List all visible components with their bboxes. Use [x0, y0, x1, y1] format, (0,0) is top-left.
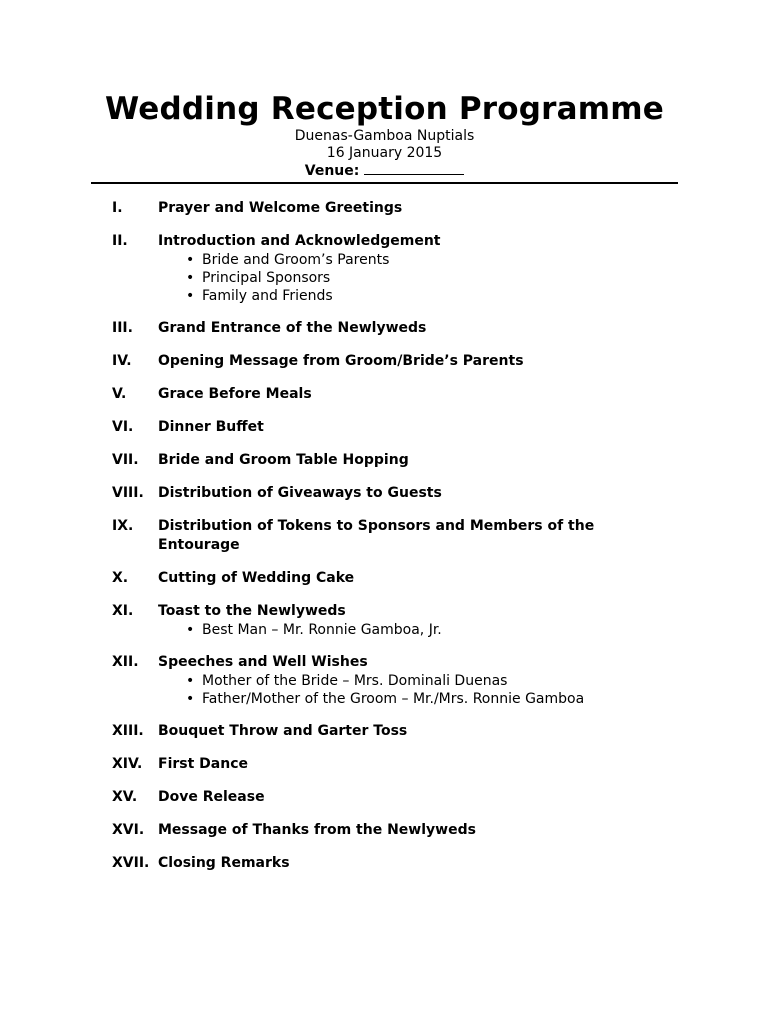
item-numeral: I.: [112, 200, 123, 216]
programme-item: [91, 418, 678, 437]
sub-item: [186, 269, 678, 287]
item-label: First Dance: [158, 756, 248, 772]
item-label: Dove Release: [158, 789, 265, 805]
sub-item-text: Mother of the Bride – Mrs. Dominali Duenas: [202, 673, 508, 689]
item-numeral: VII.: [112, 452, 139, 468]
item-label: Speeches and Well Wishes: [158, 654, 368, 670]
venue-line: [91, 162, 678, 180]
programme-item: [91, 385, 678, 404]
item-label: Closing Remarks: [158, 855, 290, 871]
programme-item: [91, 232, 678, 305]
item-label: Grace Before Meals: [158, 386, 312, 402]
sub-item-text: Best Man – Mr. Ronnie Gamboa, Jr.: [202, 622, 442, 638]
sub-item-text: Principal Sponsors: [202, 270, 331, 286]
sub-item: [186, 672, 678, 690]
item-label: Distribution of Giveaways to Guests: [158, 485, 442, 501]
bullet-icon: •: [186, 691, 195, 707]
sub-item-list: [158, 672, 678, 708]
bullet-icon: •: [186, 673, 195, 689]
bullet-icon: •: [186, 270, 195, 286]
programme-item: [91, 451, 678, 470]
sub-item-list: [158, 251, 678, 305]
item-numeral: V.: [112, 386, 127, 402]
item-label: Message of Thanks from the Newlyweds: [158, 822, 476, 838]
programme-item: [91, 653, 678, 708]
programme-item: [91, 755, 678, 774]
item-numeral: XV.: [112, 789, 138, 805]
item-numeral: XIV.: [112, 756, 143, 772]
item-label: Grand Entrance of the Newlyweds: [158, 320, 427, 336]
item-numeral: XVII.: [112, 855, 150, 871]
item-label: Distribution of Tokens to Sponsors and Members of the Entourage: [158, 518, 595, 553]
programme-item: [91, 788, 678, 807]
item-numeral: XI.: [112, 603, 134, 619]
item-label: Opening Message from Groom/Bride’s Parents: [158, 353, 524, 369]
sub-item-text: Father/Mother of the Groom – Mr./Mrs. Ronnie Gamboa: [202, 691, 585, 707]
item-numeral: X.: [112, 570, 129, 586]
document-page: [91, 90, 678, 887]
bullet-icon: •: [186, 622, 195, 638]
item-label: Cutting of Wedding Cake: [158, 570, 355, 586]
programme-item: [91, 722, 678, 741]
item-numeral: XII.: [112, 654, 139, 670]
programme-item: [91, 199, 678, 218]
sub-item: [186, 621, 678, 639]
document-title: Wedding Reception Programme: [105, 91, 664, 127]
item-numeral: IX.: [112, 518, 134, 534]
couple-name: Duenas-Gamboa Nuptials: [294, 128, 475, 144]
item-numeral: XIII.: [112, 723, 144, 739]
sub-item: [186, 251, 678, 269]
sub-item-text: Bride and Groom’s Parents: [202, 252, 390, 268]
programme-item: [91, 569, 678, 588]
bullet-icon: •: [186, 288, 195, 304]
item-numeral: XVI.: [112, 822, 145, 838]
sub-item: [186, 287, 678, 305]
item-label: Bouquet Throw and Garter Toss: [158, 723, 408, 739]
programme-item: [91, 517, 678, 555]
item-numeral: VIII.: [112, 485, 144, 501]
programme-item: [91, 821, 678, 840]
item-numeral: IV.: [112, 353, 132, 369]
programme-item: [91, 352, 678, 371]
venue-blank-field: [364, 162, 464, 175]
programme-item: [91, 484, 678, 503]
programme-list: [91, 199, 678, 873]
header-divider: [91, 182, 678, 184]
venue-label: Venue:: [304, 163, 360, 179]
item-label: Bride and Groom Table Hopping: [158, 452, 409, 468]
item-numeral: III.: [112, 320, 133, 336]
item-numeral: II.: [112, 233, 128, 249]
event-date: 16 January 2015: [326, 145, 443, 161]
item-label: Dinner Buffet: [158, 419, 264, 435]
item-label: Prayer and Welcome Greetings: [158, 200, 403, 216]
item-label: Toast to the Newlyweds: [158, 603, 346, 619]
sub-item-list: [158, 621, 678, 639]
programme-item: [91, 319, 678, 338]
programme-item: [91, 854, 678, 873]
sub-item: [186, 690, 678, 708]
bullet-icon: •: [186, 252, 195, 268]
item-label: Introduction and Acknowledgement: [158, 233, 441, 249]
item-numeral: VI.: [112, 419, 134, 435]
sub-item-text: Family and Friends: [202, 288, 333, 304]
programme-item: [91, 602, 678, 639]
